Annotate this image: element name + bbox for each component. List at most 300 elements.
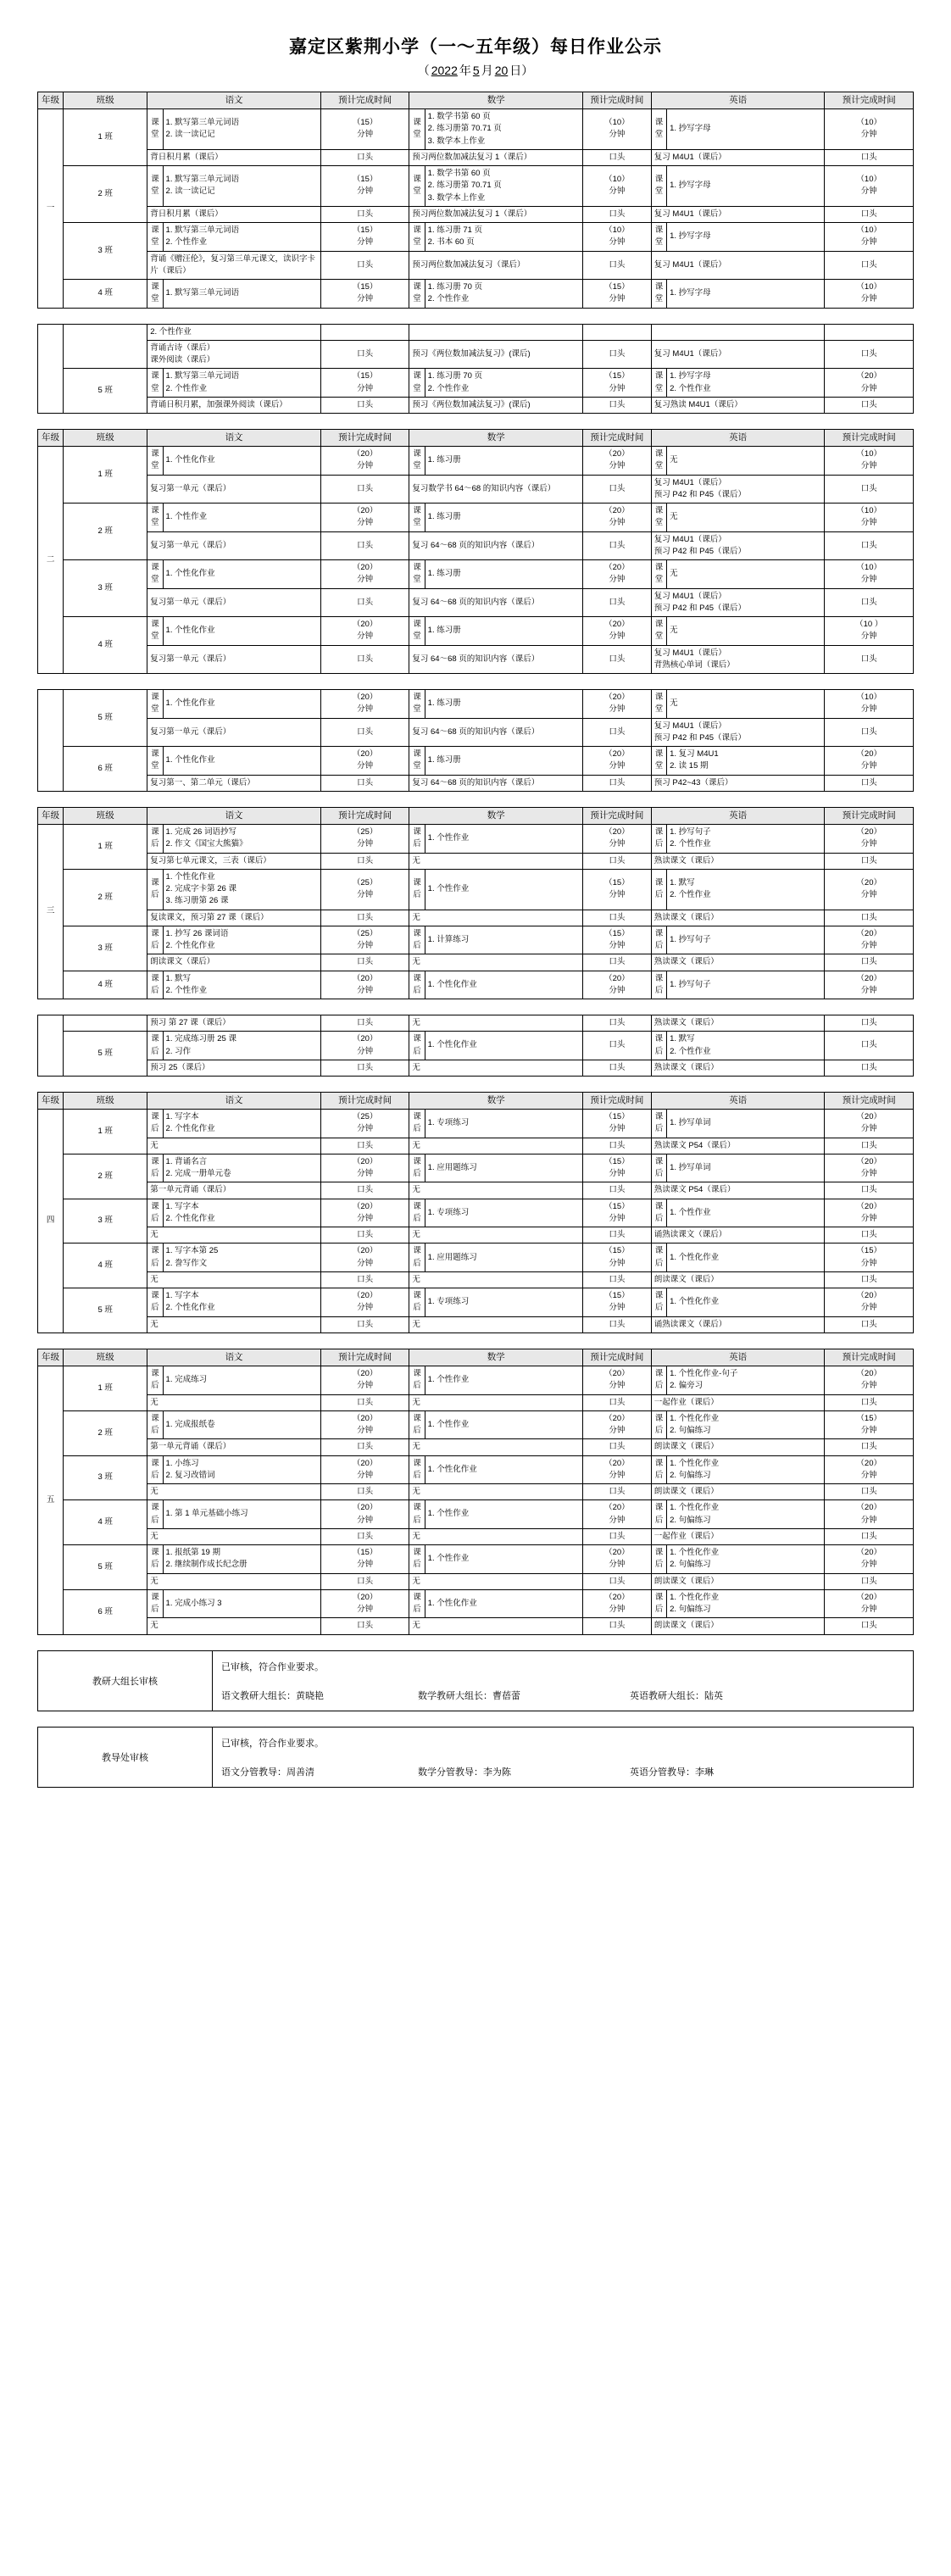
chinese-session-cell: 课 堂 [147, 747, 163, 776]
chinese-time-header: 预计完成时间 [320, 92, 409, 108]
chinese-task-cell: 复习第一单元（课后） [147, 718, 321, 747]
chinese-task-cell: 第一单元背诵（课后） [147, 1182, 321, 1199]
chinese-task-cell: 无 [147, 1484, 321, 1500]
table-row [38, 1288, 914, 1317]
table-row [38, 324, 914, 340]
chinese-time-cell: 口头 [320, 397, 409, 413]
chinese-time-cell: 口头 [320, 1316, 409, 1333]
math-task-cell: 预习两位数加减法复习 1（课后） [409, 206, 583, 222]
chinese-time-cell: 口头 [320, 588, 409, 617]
english-time-cell: 口头 [825, 1015, 914, 1032]
chinese-header: 语文 [147, 1093, 321, 1110]
chinese-session-cell: 课 后 [147, 1288, 163, 1317]
chinese-time-header: 预计完成时间 [320, 430, 409, 447]
english-session-cell: 课 后 [651, 1500, 666, 1529]
english-time-cell: 口头 [825, 475, 914, 504]
english-task-cell: 1. 个性化作业 2. 句偏练习 [667, 1545, 825, 1574]
chinese-session-cell: 课 堂 [147, 369, 163, 398]
english-time-cell: （15） 分钟 [825, 1410, 914, 1439]
table-row [38, 1439, 914, 1455]
english-task-cell: 1. 抄写字母 [667, 223, 825, 252]
english-time-cell: （20） 分钟 [825, 1589, 914, 1618]
class-cell: 4 班 [64, 617, 147, 674]
english-task-cell: 复习 M4U1（课后） [651, 340, 825, 369]
math-session-cell: 课 堂 [409, 447, 425, 476]
math-task-cell: 1. 专项练习 [425, 1199, 582, 1227]
class-cell: 2 班 [64, 1410, 147, 1455]
table-row [38, 1545, 914, 1574]
english-task-cell: 无 [667, 560, 825, 589]
math-session-cell: 课 后 [409, 926, 425, 954]
english-session-cell: 课 堂 [651, 560, 666, 589]
math-time-cell: （20） 分钟 [583, 971, 652, 999]
chinese-task-cell: 无 [147, 1138, 321, 1154]
math-time-cell: （15） 分钟 [583, 1243, 652, 1272]
math-time-cell: （20） 分钟 [583, 1455, 652, 1484]
math-task-cell: 无 [409, 910, 583, 926]
math-task-cell: 1. 个性化作业 [425, 1032, 582, 1060]
english-time-cell: 口头 [825, 1182, 914, 1199]
math-session-cell: 课 堂 [409, 747, 425, 776]
math-session-cell: 课 后 [409, 1243, 425, 1272]
english-task-cell: 复习 M4U1（课后） 预习 P42 和 P45（课后） [651, 475, 825, 504]
math-task-cell: 复习 64～68 页的知识内容（课后） [409, 775, 583, 791]
english-time-cell: 口头 [825, 954, 914, 971]
approval-body [213, 1650, 914, 1711]
english-task-cell: 1. 抄写单词 [667, 1154, 825, 1182]
chinese-task-cell: 1. 个性化作业 [163, 617, 320, 646]
english-time-cell: （10） 分钟 [825, 504, 914, 532]
class-cell: 3 班 [64, 223, 147, 280]
class-cell: 5 班 [64, 1545, 147, 1590]
chinese-time-cell: 口头 [320, 1573, 409, 1589]
english-session-cell: 课 堂 [651, 109, 666, 150]
chinese-time-cell [320, 324, 409, 340]
math-time-header: 预计完成时间 [583, 1349, 652, 1366]
class-cell: 3 班 [64, 1455, 147, 1500]
chinese-task-cell: 复习第一、第二单元（课后） [147, 775, 321, 791]
math-time-cell: 口头 [583, 1484, 652, 1500]
english-task-cell: 1. 默写 2. 个性作业 [667, 1032, 825, 1060]
class-cell: 3 班 [64, 560, 147, 617]
english-time-cell: 口头 [825, 853, 914, 869]
table-row [38, 206, 914, 222]
math-session-cell: 课 堂 [409, 504, 425, 532]
teaching-research-approval [37, 1650, 914, 1711]
math-session-cell: 课 后 [409, 869, 425, 910]
english-task-cell: 诵熟读课文（课后） [651, 1227, 825, 1243]
chinese-time-cell: 口头 [320, 775, 409, 791]
english-task-cell: 1. 个性化作业-句子 2. 偏旁习 [667, 1366, 825, 1395]
table-row [38, 251, 914, 280]
academic-office-approval [37, 1727, 914, 1788]
table-row [38, 1366, 914, 1395]
table-row [38, 475, 914, 504]
class-cell [64, 1015, 147, 1032]
chinese-time-cell: （20） 分钟 [320, 1410, 409, 1439]
math-task-cell: 1. 练习册 [425, 617, 582, 646]
math-task-cell: 无 [409, 1573, 583, 1589]
chinese-task-cell: 1. 默写第三单元词语 2. 个性作业 [163, 223, 320, 252]
math-header: 数学 [409, 430, 583, 447]
english-time-cell: 口头 [825, 910, 914, 926]
english-time-header: 预计完成时间 [825, 430, 914, 447]
math-time-cell: 口头 [583, 1032, 652, 1060]
math-time-cell: 口头 [583, 475, 652, 504]
homework-table [37, 324, 914, 414]
english-task-cell: 1. 个性作业 [667, 1199, 825, 1227]
english-time-cell [825, 324, 914, 340]
chinese-time-cell: （20） 分钟 [320, 690, 409, 719]
chinese-task-cell: 1. 个性化作业 [163, 690, 320, 719]
math-task-cell: 1. 练习册 [425, 747, 582, 776]
math-task-cell: 无 [409, 1138, 583, 1154]
math-session-cell: 课 后 [409, 825, 425, 854]
math-task-cell: 无 [409, 1618, 583, 1634]
class-cell: 6 班 [64, 1589, 147, 1634]
math-time-cell: （15） 分钟 [583, 369, 652, 398]
english-task-cell: 无 [667, 617, 825, 646]
math-time-header: 预计完成时间 [583, 807, 652, 824]
class-cell: 4 班 [64, 971, 147, 999]
grade-header: 年级 [38, 430, 64, 447]
grade-cell: 三 [38, 825, 64, 999]
chinese-task-cell: 无 [147, 1394, 321, 1410]
english-time-cell: （20） 分钟 [825, 971, 914, 999]
grade-cell: 二 [38, 447, 64, 674]
table-row [38, 825, 914, 854]
chinese-task-cell: 无 [147, 1618, 321, 1634]
math-task-cell: 1. 个性化作业 [425, 1455, 582, 1484]
math-time-cell: （15） 分钟 [583, 926, 652, 954]
math-task-cell: 预习两位数加减法复习 1（课后） [409, 149, 583, 165]
date-year: 2022 [431, 64, 458, 78]
math-task-cell: 1. 个性化作业 [425, 1589, 582, 1618]
chinese-time-header: 预计完成时间 [320, 1093, 409, 1110]
homework-table [37, 689, 914, 792]
grade-cell: 五 [38, 1366, 64, 1635]
math-time-cell: （15） 分钟 [583, 869, 652, 910]
chinese-time-cell: （20） 分钟 [320, 560, 409, 589]
english-time-cell: 口头 [825, 1227, 914, 1243]
approval-statement: 已审核，符合作业要求。 [221, 1661, 324, 1672]
math-time-cell: 口头 [583, 718, 652, 747]
chinese-header: 语文 [147, 807, 321, 824]
math-session-cell: 课 堂 [409, 166, 425, 207]
english-time-cell: 口头 [825, 588, 914, 617]
english-task-cell: 1. 默写 2. 个性作业 [667, 869, 825, 910]
chinese-task-cell: 1. 个性化作业 [163, 447, 320, 476]
math-time-cell: （15） 分钟 [583, 280, 652, 309]
math-task-cell: 复习 64～68 页的知识内容（课后） [409, 645, 583, 674]
chinese-header: 语文 [147, 92, 321, 108]
english-time-cell: 口头 [825, 340, 914, 369]
chinese-task-cell: 预习 第 27 课（课后） [147, 1015, 321, 1032]
english-time-cell: （20） 分钟 [825, 926, 914, 954]
chinese-time-cell: 口头 [320, 1439, 409, 1455]
chinese-time-cell: 口头 [320, 251, 409, 280]
english-session-cell: 课 后 [651, 1410, 666, 1439]
chinese-task-cell: 复习第七单元课文，三表（课后） [147, 853, 321, 869]
math-time-cell: 口头 [583, 853, 652, 869]
math-task-cell: 1. 个性作业 [425, 1410, 582, 1439]
table-row [38, 1154, 914, 1182]
chinese-task-cell: 1. 默写第三单元词语 [163, 280, 320, 309]
chinese-time-cell: 口头 [320, 340, 409, 369]
english-time-cell: 口头 [825, 1032, 914, 1060]
table-header-row [38, 1093, 914, 1110]
english-task-cell: 复习 M4U1（课后） 预习 P42 和 P45（课后） [651, 531, 825, 560]
math-time-cell: 口头 [583, 1439, 652, 1455]
class-cell: 2 班 [64, 504, 147, 560]
chinese-task-cell: 复读课文，预习第 27 课（课后） [147, 910, 321, 926]
english-session-cell: 课 堂 [651, 747, 666, 776]
math-session-cell: 课 后 [409, 1199, 425, 1227]
chinese-session-cell: 课 后 [147, 1199, 163, 1227]
chinese-time-cell: （25） 分钟 [320, 825, 409, 854]
english-task-cell: 朗读课文（课后） [651, 1271, 825, 1288]
chinese-session-cell: 课 堂 [147, 690, 163, 719]
chinese-time-cell: （15） 分钟 [320, 280, 409, 309]
chinese-time-cell: 口头 [320, 1394, 409, 1410]
class-header: 班级 [64, 430, 147, 447]
math-session-cell: 课 后 [409, 1455, 425, 1484]
english-session-cell: 课 堂 [651, 447, 666, 476]
english-time-cell: 口头 [825, 1618, 914, 1634]
homework-table [37, 1015, 914, 1077]
chinese-time-cell: 口头 [320, 531, 409, 560]
math-time-cell: （20） 分钟 [583, 560, 652, 589]
math-session-cell: 课 后 [409, 1110, 425, 1138]
chinese-time-cell: （15） 分钟 [320, 1545, 409, 1574]
chinese-session-cell: 课 后 [147, 1243, 163, 1272]
english-time-cell: 口头 [825, 1528, 914, 1544]
english-time-cell: 口头 [825, 1138, 914, 1154]
english-task-cell: 复习 M4U1（课后） [651, 251, 825, 280]
english-task-cell: 1. 个性化作业 [667, 1288, 825, 1317]
chinese-time-cell: （20） 分钟 [320, 1500, 409, 1529]
math-time-cell: （20） 分钟 [583, 617, 652, 646]
chinese-task-cell: 1. 背诵名言 2. 完成一册单元卷 [163, 1154, 320, 1182]
math-time-cell: 口头 [583, 1182, 652, 1199]
math-time-cell [583, 324, 652, 340]
english-time-header: 预计完成时间 [825, 1349, 914, 1366]
grade-header: 年级 [38, 92, 64, 108]
math-session-cell: 课 堂 [409, 369, 425, 398]
english-time-cell: （20） 分钟 [825, 1199, 914, 1227]
english-session-cell: 课 堂 [651, 369, 666, 398]
chinese-task-cell: 无 [147, 1528, 321, 1544]
approval-signature-math: 数学分管教导：李为陈 [418, 1766, 511, 1778]
chinese-time-cell: 口头 [320, 1015, 409, 1032]
chinese-task-cell: 1. 第 1 单元基础小练习 [163, 1500, 320, 1529]
date-open-paren: （ [417, 64, 430, 78]
chinese-time-header: 预计完成时间 [320, 1349, 409, 1366]
chinese-task-cell: 1. 写字本 2. 个性化作业 [163, 1199, 320, 1227]
chinese-time-cell: （15） 分钟 [320, 369, 409, 398]
english-time-cell: （10） 分钟 [825, 690, 914, 719]
math-time-cell: （10） 分钟 [583, 166, 652, 207]
english-task-cell: 朗读课文（课后） [651, 1573, 825, 1589]
class-cell: 5 班 [64, 1032, 147, 1077]
homework-table [37, 429, 914, 674]
math-time-cell: 口头 [583, 397, 652, 413]
math-task-cell: 无 [409, 1015, 583, 1032]
chinese-time-cell: 口头 [320, 718, 409, 747]
homework-tables [37, 92, 914, 1635]
table-row [38, 775, 914, 791]
chinese-task-cell: 复习第一单元（课后） [147, 588, 321, 617]
chinese-task-cell: 背诵日积月累，加强课外阅读（课后） [147, 397, 321, 413]
table-row [38, 1455, 914, 1484]
math-task-cell: 1. 练习册 [425, 690, 582, 719]
date-month: 5 [472, 64, 480, 78]
english-time-cell: （10） 分钟 [825, 447, 914, 476]
math-time-cell: （20） 分钟 [583, 1500, 652, 1529]
chinese-time-cell: （20） 分钟 [320, 971, 409, 999]
table-row [38, 1182, 914, 1199]
math-task-cell: 1. 练习册 70 页 2. 个性作业 [425, 369, 582, 398]
table-row [38, 223, 914, 252]
chinese-task-cell: 2. 个性作业 [147, 324, 321, 340]
math-session-cell: 课 堂 [409, 690, 425, 719]
chinese-header: 语文 [147, 430, 321, 447]
chinese-task-cell: 无 [147, 1227, 321, 1243]
table-header-row [38, 1349, 914, 1366]
english-time-cell: （20） 分钟 [825, 825, 914, 854]
english-time-cell: 口头 [825, 1316, 914, 1333]
page-bottom-margin [37, 1788, 914, 1889]
english-time-cell: 口头 [825, 251, 914, 280]
chinese-time-cell: 口头 [320, 1182, 409, 1199]
english-time-cell: （20） 分钟 [825, 1366, 914, 1395]
english-session-cell: 课 后 [651, 1288, 666, 1317]
table-row [38, 397, 914, 413]
table-row [38, 109, 914, 150]
chinese-task-cell: 1. 完成 26 词语抄写 2. 作文《国宝大熊猫》 [163, 825, 320, 854]
math-task-cell: 1. 练习册 70 页 2. 个性作业 [425, 280, 582, 309]
approval-row [38, 1650, 914, 1711]
table-row [38, 869, 914, 910]
chinese-session-cell: 课 后 [147, 1455, 163, 1484]
english-time-cell: 口头 [825, 1573, 914, 1589]
chinese-session-cell: 课 堂 [147, 166, 163, 207]
english-task-cell: 1. 抄写句子 2. 个性作业 [667, 825, 825, 854]
math-time-cell: 口头 [583, 1394, 652, 1410]
english-session-cell: 课 堂 [651, 280, 666, 309]
math-time-cell: 口头 [583, 251, 652, 280]
math-task-cell: 1. 数学书第 60 页 2. 练习册第 70.71 页 3. 数学本上作业 [425, 166, 582, 207]
english-time-cell: 口头 [825, 1394, 914, 1410]
math-task-cell: 无 [409, 1394, 583, 1410]
english-time-cell: 口头 [825, 149, 914, 165]
class-header: 班级 [64, 1093, 147, 1110]
english-time-cell: 口头 [825, 1060, 914, 1076]
math-task-cell: 1. 应用题练习 [425, 1243, 582, 1272]
chinese-time-cell: 口头 [320, 1227, 409, 1243]
english-task-cell: 一起作业（课后） [651, 1394, 825, 1410]
table-row [38, 747, 914, 776]
english-task-cell: 1. 个性化作业 2. 句偏练习 [667, 1410, 825, 1439]
page-title: 嘉定区紫荆小学（一～五年级）每日作业公示 [289, 37, 662, 57]
chinese-time-cell: 口头 [320, 853, 409, 869]
chinese-task-cell: 背诵《赠汪伦》，复习第三单元课文，读识字卡片（课后） [147, 251, 321, 280]
english-task-cell: 熟读课文（课后） [651, 1060, 825, 1076]
table-row [38, 447, 914, 476]
english-task-cell: 朗读课文（课后） [651, 1618, 825, 1634]
math-task-cell: 1. 练习册 [425, 504, 582, 532]
table-row [38, 280, 914, 309]
table-row [38, 853, 914, 869]
math-time-cell: （15） 分钟 [583, 1288, 652, 1317]
english-session-cell: 课 后 [651, 825, 666, 854]
table-row [38, 718, 914, 747]
english-session-cell: 课 后 [651, 1455, 666, 1484]
grade-cell: 一 [38, 109, 64, 309]
english-header: 英语 [651, 92, 825, 108]
english-time-cell: （20） 分钟 [825, 369, 914, 398]
math-task-cell: 1. 专项练习 [425, 1110, 582, 1138]
english-task-cell: 1. 个性化作业 2. 句偏练习 [667, 1589, 825, 1618]
math-time-cell: 口头 [583, 1271, 652, 1288]
math-time-cell: （20） 分钟 [583, 1410, 652, 1439]
english-time-cell: （15） 分钟 [825, 1243, 914, 1272]
class-cell: 5 班 [64, 1288, 147, 1333]
document-date [37, 63, 914, 92]
english-task-cell: 1. 抄写单词 [667, 1110, 825, 1138]
chinese-session-cell: 课 后 [147, 1110, 163, 1138]
table-row [38, 1271, 914, 1288]
english-session-cell: 课 后 [651, 1366, 666, 1395]
table-row [38, 971, 914, 999]
math-time-cell: 口头 [583, 340, 652, 369]
math-task-cell: 无 [409, 954, 583, 971]
english-header: 英语 [651, 1349, 825, 1366]
date-close-paren: ） [521, 64, 534, 78]
math-session-cell: 课 堂 [409, 109, 425, 150]
math-task-cell: 无 [409, 1182, 583, 1199]
math-time-cell: （15） 分钟 [583, 1110, 652, 1138]
math-time-cell: （20） 分钟 [583, 1545, 652, 1574]
table-row [38, 340, 914, 369]
chinese-time-cell: （15） 分钟 [320, 223, 409, 252]
english-task-cell: 复习 M4U1（课后） 背熟核心单词（课后） [651, 645, 825, 674]
english-session-cell: 课 后 [651, 1199, 666, 1227]
chinese-time-cell: （20） 分钟 [320, 1032, 409, 1060]
math-session-cell: 课 后 [409, 1410, 425, 1439]
english-time-cell: （20） 分钟 [825, 747, 914, 776]
chinese-task-cell: 1. 个性化作业 [163, 747, 320, 776]
chinese-time-cell: （25） 分钟 [320, 869, 409, 910]
math-task-cell [409, 324, 583, 340]
english-task-cell [651, 324, 825, 340]
english-task-cell: 1. 个性化作业 [667, 1243, 825, 1272]
math-task-cell: 1. 个性作业 [425, 825, 582, 854]
chinese-session-cell: 课 后 [147, 1545, 163, 1574]
math-time-cell: 口头 [583, 1316, 652, 1333]
chinese-session-cell: 课 后 [147, 1410, 163, 1439]
table-row [38, 166, 914, 207]
table-row [38, 1618, 914, 1634]
chinese-time-cell: （20） 分钟 [320, 617, 409, 646]
class-cell: 1 班 [64, 1110, 147, 1154]
chinese-session-cell: 课 堂 [147, 617, 163, 646]
grade-cell [38, 1015, 64, 1077]
approval-row [38, 1727, 914, 1787]
math-time-cell: （20） 分钟 [583, 825, 652, 854]
table-row [38, 1394, 914, 1410]
class-cell: 4 班 [64, 1500, 147, 1545]
